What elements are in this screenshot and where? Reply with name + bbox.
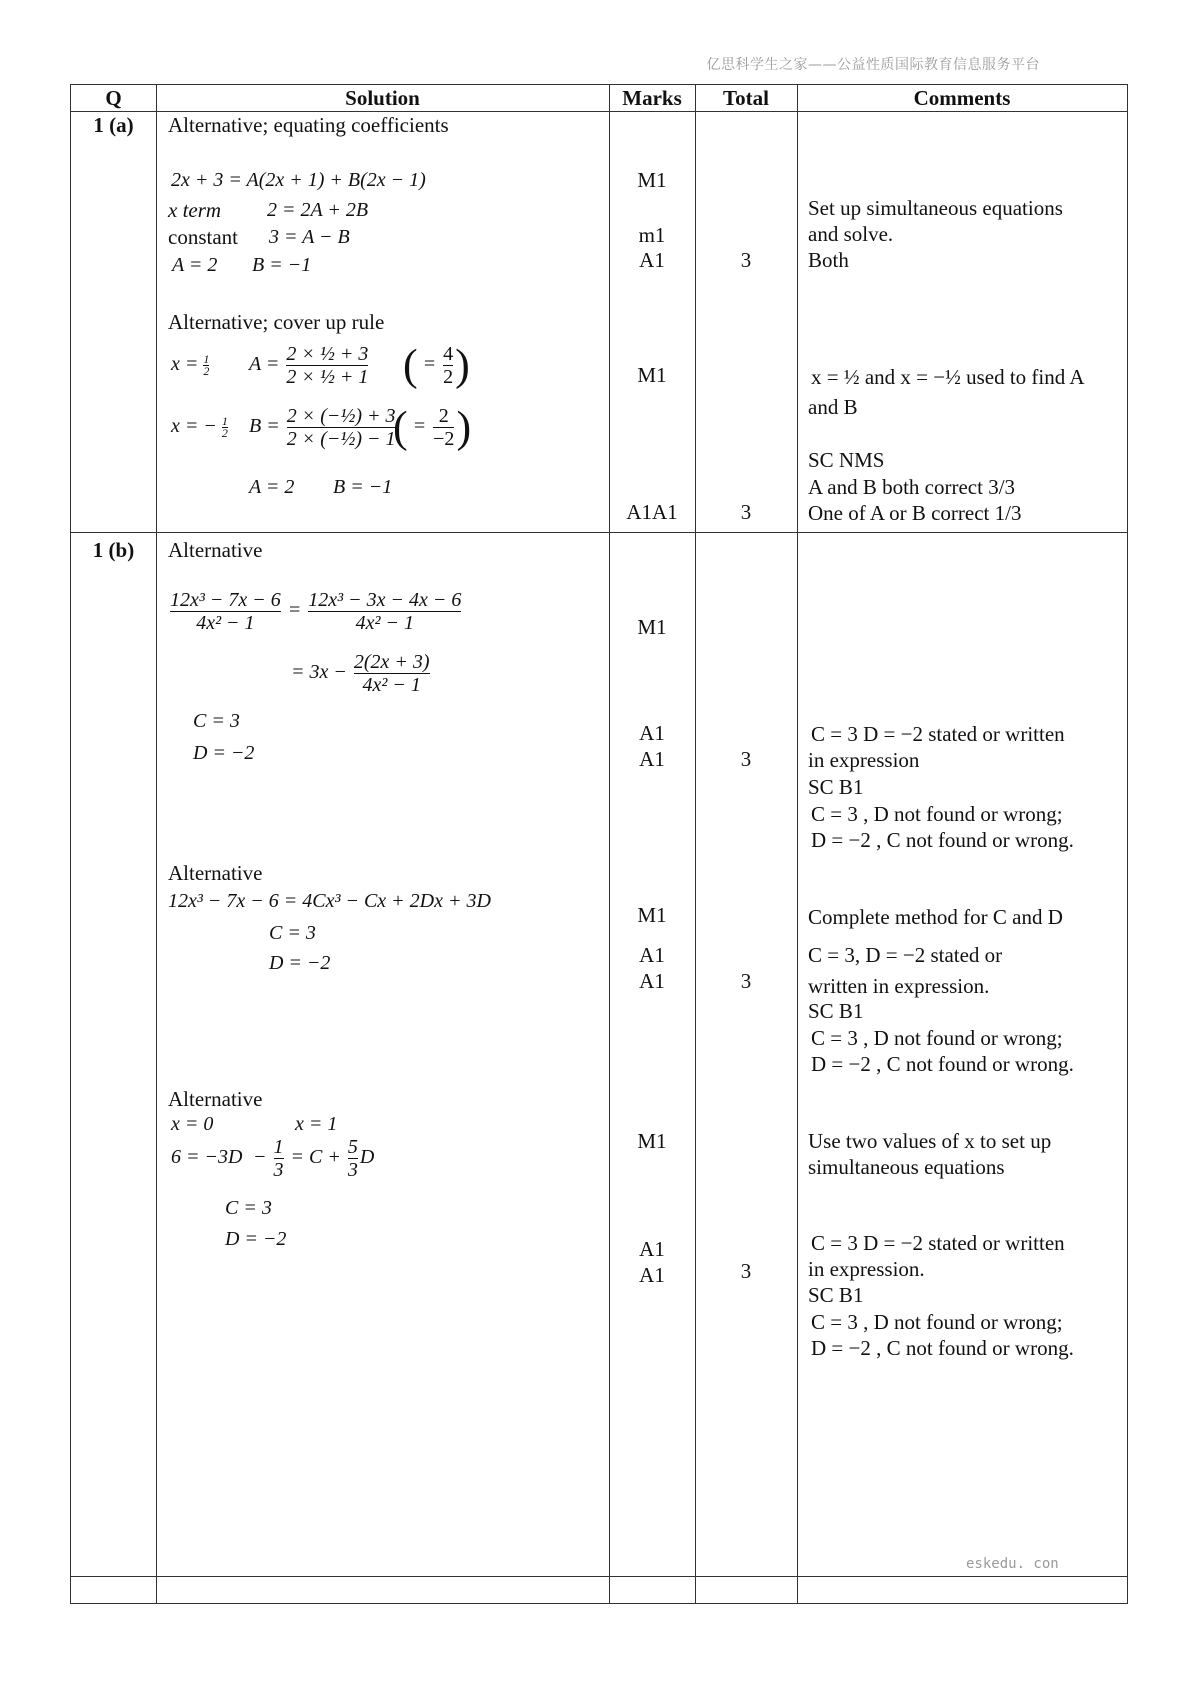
fraction (348, 1136, 358, 1181)
numerator: 1 (273, 1135, 284, 1158)
comment: C = 3, D = −2 stated or (808, 943, 1003, 967)
comment: One of A or B correct 1/3 (808, 501, 1022, 525)
mark: A1 (639, 1263, 665, 1287)
fraction-half: $\frac{1}{2}$ (221, 413, 228, 440)
numerator: 2 × ½ + 3 (286, 342, 369, 365)
total: 3 (740, 969, 752, 993)
equation: 6 = −3D (171, 1146, 243, 1168)
fraction (286, 343, 368, 388)
comment: C = 3 , D not found or wrong; (811, 1310, 1063, 1334)
equation-part: B = (249, 415, 280, 437)
fraction (274, 1136, 284, 1181)
equation-part: − (253, 1146, 267, 1168)
header-q: Q (105, 86, 122, 110)
equation-part: x = (171, 353, 199, 375)
comment: C = 3 D = −2 stated or written (811, 722, 1065, 746)
answer: D = −2 (193, 742, 255, 764)
denominator: 3 (273, 1158, 284, 1181)
equation-part: x = − (171, 415, 217, 437)
numerator: 2 (438, 404, 449, 427)
mark: A1A1 (626, 500, 678, 524)
fraction (170, 589, 281, 634)
equation: 2 = 2A + 2B (267, 199, 369, 221)
numerator: 2(2x + 3) (353, 650, 430, 673)
equation-label: constant (168, 225, 238, 249)
comment: C = 3 , D not found or wrong; (811, 1026, 1063, 1050)
alt-title: Alternative; cover up rule (168, 310, 385, 334)
row-divider (71, 111, 1127, 112)
top-watermark: 亿思科学生之家——公益性质国际教育信息服务平台 (706, 57, 1040, 73)
answer: D = −2 (225, 1228, 287, 1250)
answer: C = 3 (225, 1197, 272, 1219)
comment: A and B both correct 3/3 (808, 475, 1016, 499)
row-divider (71, 1576, 1127, 1577)
header-solution: Solution (345, 86, 420, 110)
answer: C = 3 (193, 710, 240, 732)
question-label-1a: 1 (a) (93, 113, 134, 137)
equation: x = 1 (295, 1113, 338, 1135)
header-comments: Comments (913, 86, 1011, 110)
equation: $\frac{\text{12x³ − 7x − 6}}{\text{4x² − 1}}$ = $\frac{\text{12x³ − 3x − 4x − 6}}{\text{4x² − 1}}$ (170, 588, 462, 634)
mark: A1 (639, 1237, 665, 1261)
mark-scheme-table (70, 84, 1128, 1604)
equation-part: = C + (290, 1146, 341, 1168)
mark: M1 (637, 363, 667, 387)
alt-title: Alternative; equating coefficients (168, 113, 449, 137)
bottom-watermark: eskedu. con (966, 1556, 1059, 1572)
fraction (308, 589, 461, 634)
comment: in expression (808, 748, 920, 772)
answer: D = −2 (269, 952, 331, 974)
fraction (433, 405, 454, 450)
comment: in expression. (808, 1257, 925, 1281)
numerator: 12x³ − 3x − 4x − 6 (308, 588, 462, 611)
denominator: 3 (347, 1158, 358, 1181)
answer: A = 2 (249, 476, 295, 498)
equation (291, 647, 432, 697)
alt-title: Alternative (168, 861, 263, 885)
numerator: 2 × (−½) + 3 (286, 404, 396, 427)
denominator: 2 × (−½) − 1 (286, 427, 396, 450)
answer: B = −1 (252, 254, 312, 276)
fraction (354, 651, 430, 696)
total: 3 (740, 500, 752, 524)
denominator: −2 (433, 427, 455, 450)
equation-part: D (359, 1146, 375, 1168)
comment: D = −2 , C not found or wrong. (811, 1336, 1074, 1360)
mark: m1 (638, 223, 666, 247)
comment: D = −2 , C not found or wrong. (811, 1052, 1074, 1076)
comment: written in expression. (808, 974, 990, 998)
denominator: 4x² − 1 (170, 611, 281, 634)
fraction (287, 405, 396, 450)
equation-label: x term (168, 198, 222, 222)
fraction (443, 343, 453, 388)
comment: SC NMS (808, 448, 885, 472)
comment: simultaneous equations (808, 1155, 1005, 1179)
denominator: 4x² − 1 (354, 673, 430, 696)
fraction-half: $\frac{1}{2}$ (203, 351, 210, 378)
numerator: 12x³ − 7x − 6 (170, 588, 281, 611)
comment: Set up simultaneous equations (808, 196, 1063, 220)
alt-title: Alternative (168, 1087, 263, 1111)
alt-title: Alternative (168, 538, 263, 562)
mark: A1 (639, 248, 665, 272)
comment: D = −2 , C not found or wrong. (811, 828, 1074, 852)
denominator: 4x² − 1 (308, 611, 461, 634)
total: 3 (740, 1259, 752, 1283)
equation: ( = $\frac{4}{2}$ ) (403, 340, 470, 390)
equation-part: = 3x − (291, 661, 347, 683)
comment: Complete method for C and D (808, 905, 1063, 929)
equation (249, 339, 370, 389)
equation: x = 0 (171, 1113, 214, 1135)
equation: ( = $\frac{2}{-2}$ ) (393, 402, 472, 452)
equation (171, 401, 228, 451)
answer: B = −1 (333, 476, 393, 498)
comment: and B (808, 395, 858, 419)
denominator: 2 × ½ + 1 (286, 365, 369, 388)
equation (253, 1131, 374, 1183)
col-divider (156, 85, 157, 1603)
mark: M1 (637, 168, 667, 192)
comment: C = 3 D = −2 stated or written (811, 1231, 1065, 1255)
row-divider (71, 532, 1127, 533)
mark: A1 (639, 969, 665, 993)
col-divider (797, 85, 798, 1603)
comment: SC B1 (808, 1283, 864, 1307)
denominator: 2 (443, 365, 454, 388)
comment: Both (808, 248, 849, 272)
answer: C = 3 (269, 922, 316, 944)
answer: A = 2 (172, 254, 218, 276)
comment: C = 3 , D not found or wrong; (811, 802, 1063, 826)
mark: A1 (639, 747, 665, 771)
comment: and solve. (808, 222, 894, 246)
header-marks: Marks (622, 86, 682, 110)
mark: A1 (639, 943, 665, 967)
mark: A1 (639, 721, 665, 745)
total: 3 (740, 747, 752, 771)
equation: 2x + 3 = A(2x + 1) + B(2x − 1) (171, 169, 426, 191)
col-divider (609, 85, 610, 1603)
mark: M1 (637, 903, 667, 927)
equation (171, 339, 209, 389)
comment: SC B1 (808, 775, 864, 799)
mark: M1 (637, 615, 667, 639)
equation-part: A = (249, 353, 280, 375)
comment: SC B1 (808, 999, 864, 1023)
mark: M1 (637, 1129, 667, 1153)
numerator: 5 (347, 1135, 358, 1158)
equation (249, 401, 398, 451)
comment: Use two values of x to set up (808, 1129, 1052, 1153)
equation: 12x³ − 7x − 6 = 4Cx³ − Cx + 2Dx + 3D (168, 890, 491, 912)
comment: x = ½ and x = −½ used to find A (811, 365, 1085, 389)
numerator: 4 (443, 342, 454, 365)
col-divider (695, 85, 696, 1603)
total: 3 (740, 248, 752, 272)
header-total: Total (723, 86, 769, 110)
equation: 3 = A − B (269, 226, 350, 248)
question-label-1b: 1 (b) (92, 538, 135, 562)
